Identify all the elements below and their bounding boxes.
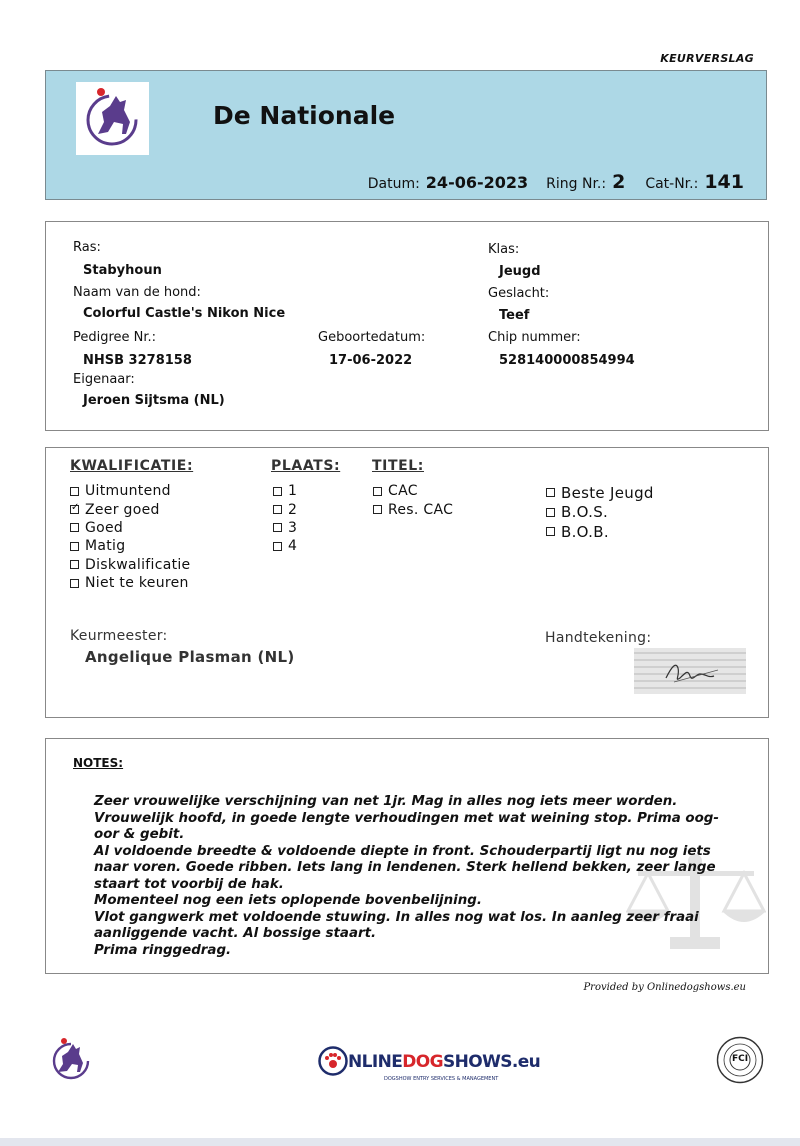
notes-line: staart tot voorbij de hak. <box>94 876 284 892</box>
notes-line: Vlot gangwerk met voldoende stuwing. In alles nog wat los. In aanleg zeer fraai <box>94 909 699 925</box>
birthdate-value: 17-06-2022 <box>329 353 413 368</box>
birthdate-label: Geboortedatum: <box>318 330 426 345</box>
dog-name-value: Colorful Castle's Nikon Nice <box>83 306 286 321</box>
ring-value: 2 <box>612 171 626 193</box>
cat-label: Cat-Nr.: <box>645 176 699 192</box>
placement-option[interactable] <box>273 537 297 555</box>
checkbox-icon <box>546 488 555 497</box>
option-label: 1 <box>288 483 298 500</box>
option-label: Res. CAC <box>388 501 454 518</box>
qualification-option[interactable] <box>70 500 190 518</box>
club-logo-footer-icon <box>48 1036 94 1082</box>
notes-line: oor & gebit. <box>94 827 185 842</box>
qualification-option[interactable] <box>70 537 190 555</box>
option-label: B.O.S. <box>561 503 609 522</box>
checkbox-icon <box>70 560 79 569</box>
owner-value: Jeroen Sijtsma (NL) <box>83 393 225 408</box>
qualification-option[interactable] <box>70 482 190 500</box>
award-options <box>546 483 654 542</box>
qualification-option[interactable] <box>70 556 190 574</box>
fci-logo <box>716 1036 764 1084</box>
class-value: Jeugd <box>499 264 541 279</box>
document-type-label: KEURVERSLAG <box>660 52 754 65</box>
owner-label: Eigenaar: <box>73 372 135 387</box>
logo-online-text: NLINE <box>348 1052 403 1072</box>
breed-label: Ras: <box>73 240 101 255</box>
placement-options <box>273 482 297 556</box>
placement-header: PLAATS: <box>271 458 341 474</box>
checkbox-icon <box>273 505 282 514</box>
checkbox-icon <box>273 487 282 496</box>
award-option[interactable] <box>546 483 654 503</box>
sex-value: Teef <box>499 308 530 323</box>
option-label: Beste Jeugd <box>561 483 654 502</box>
title-option[interactable] <box>373 500 453 518</box>
notes-section <box>45 738 769 974</box>
checkbox-checked-icon <box>70 505 79 514</box>
date-label: Datum: <box>367 176 420 192</box>
checkbox-icon <box>546 527 555 536</box>
checkbox-icon <box>70 542 79 551</box>
option-label: Matig <box>85 538 126 555</box>
cat-value: 141 <box>704 171 744 193</box>
signature-label: Handtekening: <box>545 630 652 646</box>
notes-header: NOTES: <box>73 756 124 770</box>
logo-tld-text: .eu <box>511 1052 541 1072</box>
option-label: CAC <box>388 483 418 500</box>
bottom-bar <box>0 1138 800 1146</box>
date-value: 24-06-2023 <box>425 173 529 192</box>
chip-value: 528140000854994 <box>499 353 635 368</box>
option-label: 4 <box>288 538 298 555</box>
logo-dog-text: DOG <box>402 1052 443 1072</box>
notes-text <box>94 794 734 959</box>
qualification-header: KWALIFICATIE: <box>70 458 194 474</box>
notes-line: Momenteel nog een iets oplopende bovenbelijning. <box>94 893 482 908</box>
fci-text: FCI <box>731 1054 749 1064</box>
dog-info-section <box>45 221 769 431</box>
qualification-options <box>70 482 190 592</box>
onlinedogshows-logo <box>318 1046 541 1086</box>
checkbox-icon <box>70 579 79 588</box>
paw-icon <box>318 1046 348 1076</box>
title-option[interactable] <box>373 482 453 500</box>
title-options <box>373 482 453 519</box>
option-label: Goed <box>85 519 124 536</box>
provided-by: Provided by Onlinedogshows.eu <box>583 982 746 993</box>
logo-tagline: DOGSHOW ENTRY SERVICES & MANAGEMENT <box>384 1076 499 1082</box>
show-title: De Nationale <box>213 101 396 130</box>
placement-option[interactable] <box>273 519 297 537</box>
ring-label: Ring Nr.: <box>546 176 607 192</box>
placement-option[interactable] <box>273 500 297 518</box>
option-label: Uitmuntend <box>85 483 171 500</box>
qualification-option[interactable] <box>70 519 190 537</box>
checkbox-icon <box>70 487 79 496</box>
pedigree-label: Pedigree Nr.: <box>73 330 157 345</box>
notes-line: naar voren. Goede ribben. Iets lang in lendenen. Sterk hellend bekken, zeer lange <box>94 860 716 875</box>
option-label: 2 <box>288 501 298 518</box>
pedigree-value: NHSB 3278158 <box>83 353 192 368</box>
breed-value: Stabyhoun <box>83 263 162 278</box>
notes-line: Vrouwelijk hoofd, in goede lengte verhoudingen met wat weining stop. Prima oog- <box>94 810 719 826</box>
option-label: Niet te keuren <box>85 575 189 592</box>
club-logo <box>76 82 149 155</box>
notes-line: Zeer vrouwelijke verschijning van net 1jr. Mag in alles nog iets meer worden. <box>94 794 678 809</box>
judging-section <box>45 447 769 718</box>
signature-image <box>634 648 746 694</box>
judge-value: Angelique Plasman (NL) <box>85 648 295 666</box>
checkbox-icon <box>546 508 555 517</box>
award-option[interactable] <box>546 522 654 542</box>
title-header: TITEL: <box>372 458 424 474</box>
dog-logo-icon <box>76 82 149 155</box>
sex-label: Geslacht: <box>488 286 550 301</box>
checkbox-icon <box>373 487 382 496</box>
checkbox-icon <box>70 523 79 532</box>
notes-line: Al voldoende breedte & voldoende diepte in front. Schouderpartij ligt nu nog iets <box>94 843 711 859</box>
show-header <box>45 70 767 200</box>
option-label: B.O.B. <box>561 522 609 541</box>
award-option[interactable] <box>546 503 654 523</box>
show-meta <box>368 171 744 193</box>
notes-line: aanliggende vacht. Al bossige staart. <box>94 926 377 941</box>
checkbox-icon <box>273 542 282 551</box>
checkbox-icon <box>373 505 382 514</box>
signature-icon <box>634 648 746 694</box>
logo-shows-text: SHOWS <box>442 1052 512 1072</box>
option-label: 3 <box>288 519 298 536</box>
class-label: Klas: <box>488 242 520 257</box>
placement-option[interactable] <box>273 482 297 500</box>
option-label: Diskwalificatie <box>85 556 191 573</box>
checkbox-icon <box>273 523 282 532</box>
chip-label: Chip nummer: <box>488 330 581 345</box>
qualification-option[interactable] <box>70 574 190 592</box>
notes-line: Prima ringgedrag. <box>94 942 232 958</box>
judge-label: Keurmeester: <box>70 628 168 644</box>
option-label: Zeer goed <box>85 501 160 518</box>
dog-name-label: Naam van de hond: <box>73 285 201 300</box>
